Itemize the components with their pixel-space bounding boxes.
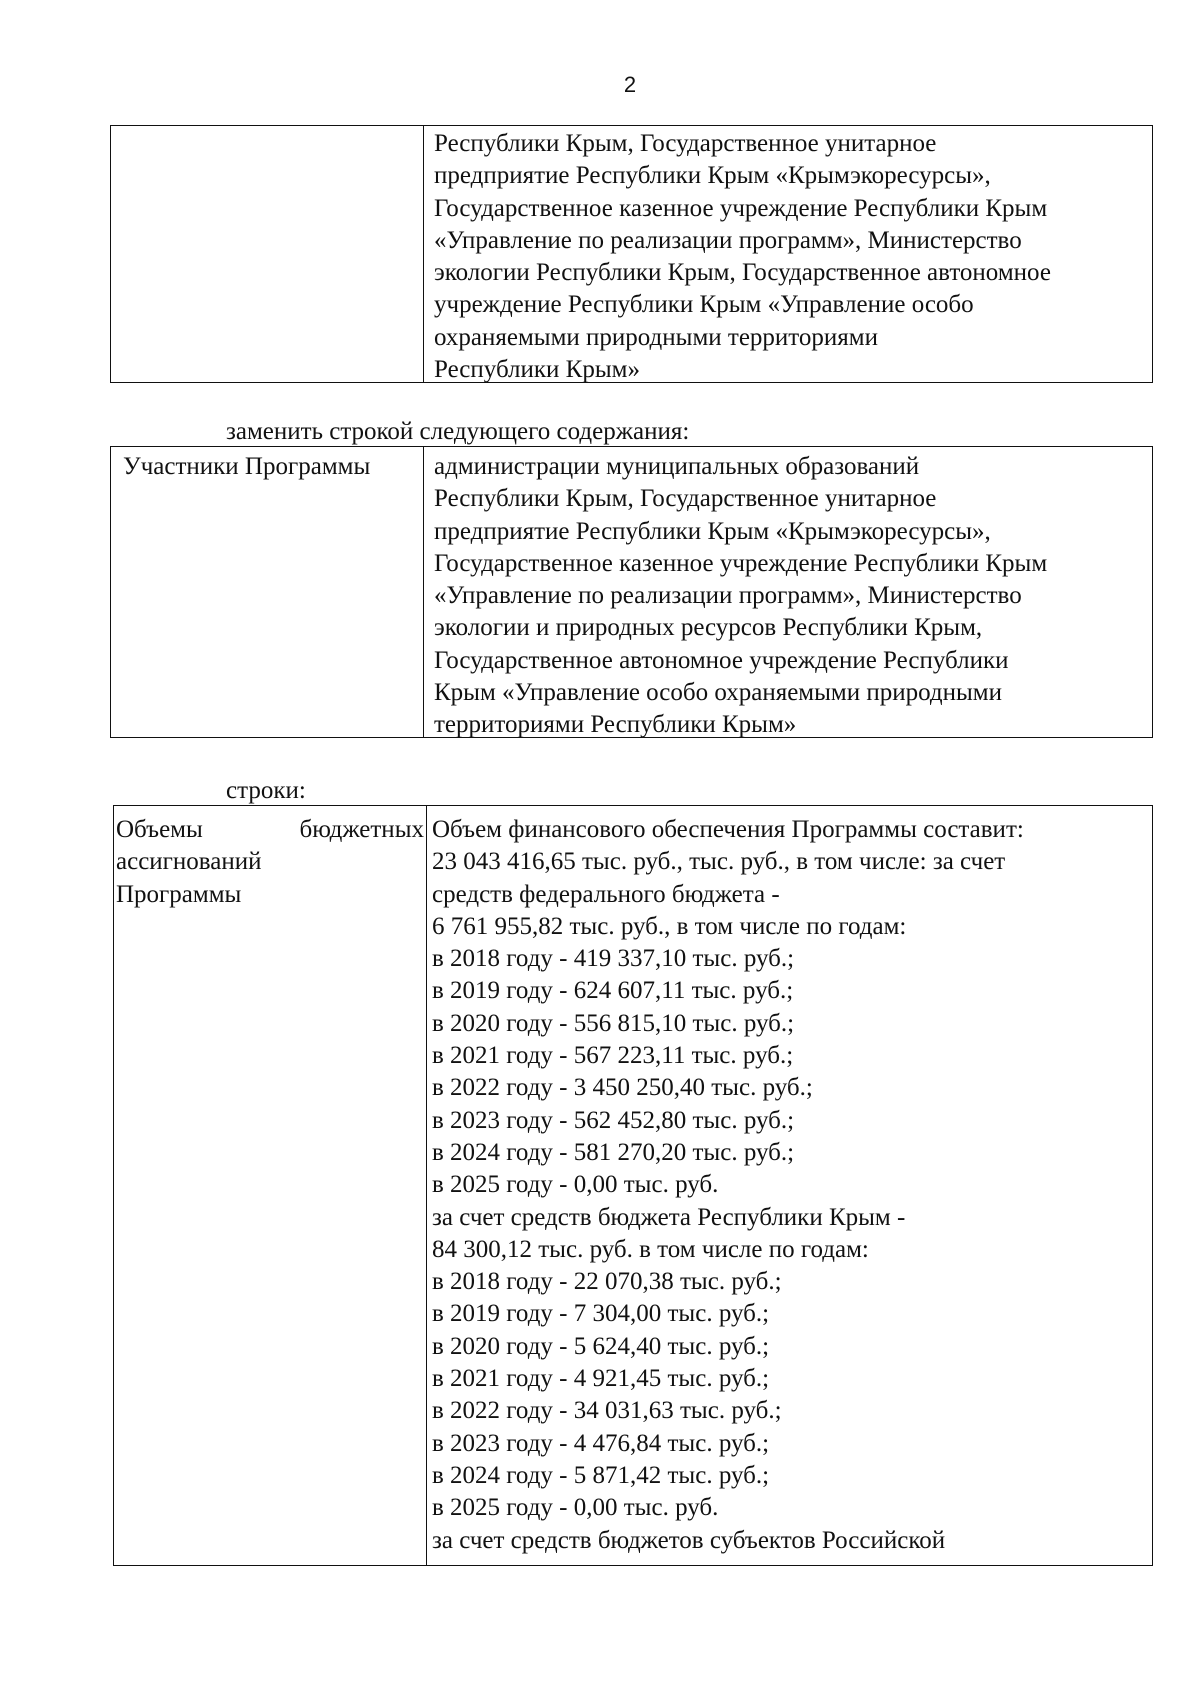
table1-line: экологии Республики Крым, Государственное автономное (434, 259, 1051, 287)
table3-left-cell (116, 814, 424, 911)
table2-line: Государственное автономное учреждение Республики (434, 646, 1009, 674)
table1-line: учреждение Республики Крым «Управление особо (434, 291, 974, 319)
table3-left-line: Программы (116, 880, 242, 908)
table3-line: 84 300,12 тыс. руб. в том числе по годам: (432, 1235, 869, 1263)
table3-line: Объем финансового обеспечения Программы составит: (432, 816, 1024, 843)
table3-line: в 2025 году - 0,00 тыс. руб. (432, 1494, 719, 1522)
table2-line: Государственное казенное учреждение Республики Крым (434, 549, 1048, 577)
table3-line: в 2020 году - 556 815,10 тыс. руб.; (432, 1009, 795, 1037)
table3-line: за счет средств бюджета Республики Крым - (432, 1203, 906, 1231)
table3-line: 6 761 955,82 тыс. руб., в том числе по годам: (432, 912, 907, 940)
table3-line: в 2022 году - 34 031,63 тыс. руб.; (432, 1397, 782, 1425)
column-divider (423, 447, 424, 737)
table3-line: в 2021 году - 4 921,45 тыс. руб.; (432, 1365, 770, 1393)
table-new-participants (110, 446, 1153, 738)
label-word-budget: бюджетных (299, 816, 424, 843)
table1-right-cell (434, 128, 1051, 386)
page-number: 2 (623, 72, 637, 97)
table1-line: Государственное казенное учреждение Республики Крым (434, 194, 1048, 222)
table3-right-cell (432, 814, 1024, 1557)
table2-left-cell: Участники Программы (123, 453, 371, 480)
table3-line: в 2023 году - 562 452,80 тыс. руб.; (432, 1106, 795, 1134)
table3-line: средств федерального бюджета - (432, 880, 780, 908)
table3-line: в 2023 году - 4 476,84 тыс. руб.; (432, 1429, 770, 1457)
table1-line: предприятие Республики Крым «Крымэкоресурсы», (434, 162, 991, 190)
column-divider (426, 806, 427, 1565)
table1-line: «Управление по реализации программ», Министерство (434, 226, 1022, 254)
table3-left-line (116, 814, 424, 846)
caption-replace: заменить строкой следующего содержания: (226, 418, 690, 445)
table2-line: предприятие Республики Крым «Крымэкоресурсы», (434, 517, 991, 545)
table2-line: экологии и природных ресурсов Республики Крым, (434, 614, 983, 642)
table-old-participants (110, 125, 1153, 383)
caption-rows: строки: (226, 777, 306, 804)
table1-line: Республики Крым, Государственное унитарное (434, 130, 937, 157)
table-budget-allocations (113, 805, 1153, 1566)
table3-line: в 2020 году - 5 624,40 тыс. руб.; (432, 1332, 770, 1360)
table3-line: в 2025 году - 0,00 тыс. руб. (432, 1171, 719, 1199)
table2-line: администрации муниципальных образований (434, 453, 920, 480)
table3-left-line: ассигнований (116, 848, 262, 876)
table3-line: в 2019 году - 7 304,00 тыс. руб.; (432, 1300, 770, 1328)
table3-line: в 2024 году - 581 270,20 тыс. руб.; (432, 1138, 795, 1166)
table2-line: «Управление по реализации программ», Министерство (434, 582, 1022, 610)
table2-line: Крым «Управление особо охраняемыми природными (434, 679, 1003, 707)
table1-line: Республики Крым» (434, 356, 640, 384)
table3-line: в 2018 году - 22 070,38 тыс. руб.; (432, 1268, 782, 1296)
table3-line: в 2021 году - 567 223,11 тыс. руб.; (432, 1042, 794, 1070)
table3-line: в 2018 году - 419 337,10 тыс. руб.; (432, 945, 795, 973)
table3-line: в 2019 году - 624 607,11 тыс. руб.; (432, 977, 794, 1005)
table1-line: охраняемыми природными территориями (434, 323, 878, 351)
table2-line: территориями Республики Крым» (434, 711, 797, 739)
table2-right-cell (434, 451, 1047, 742)
column-divider (423, 126, 424, 382)
table3-line: 23 043 416,65 тыс. руб., тыс. руб., в том числе: за счет (432, 848, 1006, 876)
table2-line: Республики Крым, Государственное унитарное (434, 485, 937, 513)
label-word-volumes: Объемы (116, 816, 203, 843)
table3-line: за счет средств бюджетов субъектов Российской (432, 1526, 946, 1554)
table3-line: в 2024 году - 5 871,42 тыс. руб.; (432, 1461, 770, 1489)
table3-line: в 2022 году - 3 450 250,40 тыс. руб.; (432, 1074, 813, 1102)
